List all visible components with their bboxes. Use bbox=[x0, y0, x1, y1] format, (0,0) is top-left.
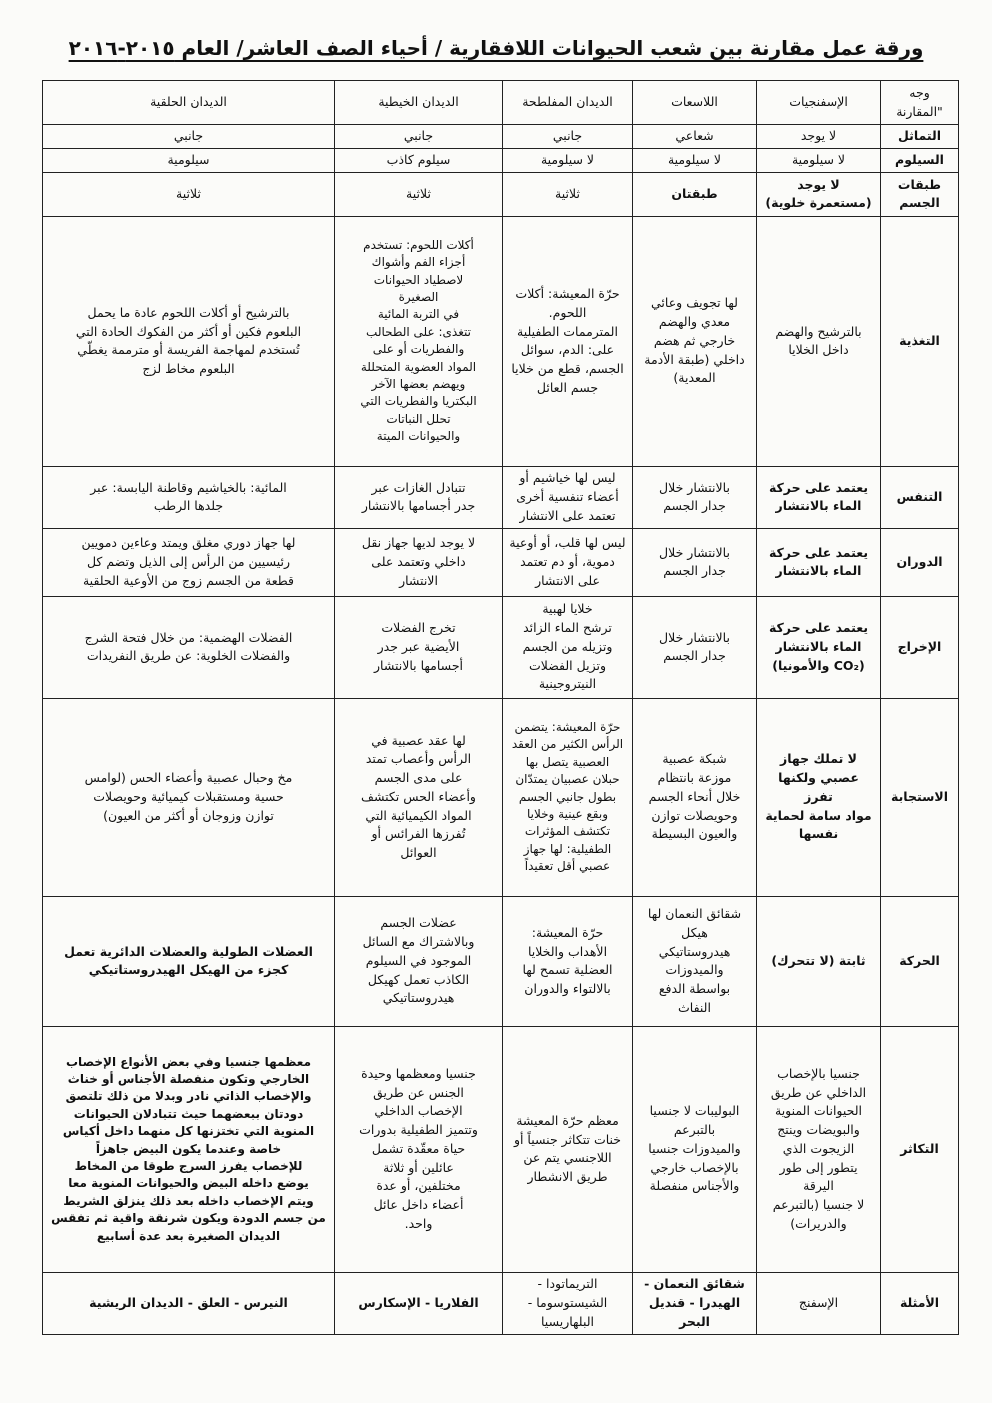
cell-respiration-flatworms: ليس لها خياشيم أو أعضاء تنفسية أخرى تعتمد على الانتشار bbox=[503, 466, 633, 528]
header-corner: وجه "المقارنة bbox=[881, 81, 959, 125]
row-layers bbox=[43, 172, 959, 216]
cell-circulation-sponges: يعتمد على حركة الماء بالانتشار bbox=[757, 528, 881, 596]
cell-feeding-annelids: بالترشيح أو أكلات اللحوم عادة ما يحمل البلعوم فكين أو أكثر من الفكوك الحادة التي تُستخدم لمهاجمة الفريسة أو مترممة يغطّي البلعوم مخاط لزج bbox=[43, 216, 335, 466]
table-header-row bbox=[43, 81, 959, 125]
cell-circulation-roundworms: لا يوجد لديها جهاز نقل داخلي وتعتمد على الانتشار bbox=[335, 528, 503, 596]
cell-excretion-annelids: الفضلات الهضمية: من خلال فتحة الشرج والفضلات الخلوية: عن طريق النفريدات bbox=[43, 596, 335, 698]
cell-circulation-flatworms: ليس لها قلب، أو أوعية دموية، أو دم تعتمد على الانتشار bbox=[503, 528, 633, 596]
cell-respiration-cnidarians: بالانتشار خلال جدار الجسم bbox=[633, 466, 757, 528]
row-label-circulation: الدوران bbox=[881, 528, 959, 596]
cell-reproduction-roundworms: جنسيا ومعظمها وحيدة الجنس عن طريق الإخصاب الداخلي وتتميز الطفيلية بدورات حياة معقّدة تشمل عائلين أو ثلاثة مختلفين، أو عدة أعضاء داخل عائل واحد. bbox=[335, 1026, 503, 1272]
cell-movement-roundworms: عضلات الجسم وبالاشتراك مع السائل الموجود في السيلوم الكاذب تعمل كهيكل هيدروستاتيكي bbox=[335, 896, 503, 1026]
row-label-movement: الحركة bbox=[881, 896, 959, 1026]
cell-response-cnidarians: شبكة عصبية موزعة بانتظام خلال أنحاء الجسم وحويصلات توازن والعيون البسيطة bbox=[633, 698, 757, 896]
cell-reproduction-flatworms: معظم حرّة المعيشة خنات تتكاثر جنسياً أو اللاجنسي يتم عن طريق الانشطار bbox=[503, 1026, 633, 1272]
cell-symmetry-sponges: لا يوجد bbox=[757, 125, 881, 149]
cell-feeding-flatworms: حرّة المعيشة: أكلات اللحوم. المترممات الطفيلية على: الدم، سوائل الجسم، قطع من خلايا جسم العائل bbox=[503, 216, 633, 466]
cell-movement-cnidarians: شقائق النعمان لها هيكل هيدروستاتيكي والميدوزات بواسطة الدفع النفاث bbox=[633, 896, 757, 1026]
cell-layers-roundworms: ثلاثية bbox=[335, 172, 503, 216]
row-reproduction bbox=[43, 1026, 959, 1272]
cell-response-flatworms: حرّة المعيشة: يتضمن الرأس الكثير من العقد العصبية يتصل بها حبلان عصبيان يمتدّان بطول جانبي الجسم وبقع عينية وخلايا تكتشف المؤثرات الطفيلية: لها جهاز عصبي أقل تعقيداً bbox=[503, 698, 633, 896]
cell-symmetry-flatworms: جانبي bbox=[503, 125, 633, 149]
cell-coelom-cnidarians: لا سيلومية bbox=[633, 149, 757, 173]
cell-layers-cnidarians: طبقتان bbox=[633, 172, 757, 216]
row-symmetry bbox=[43, 125, 959, 149]
row-label-feeding: التغذية bbox=[881, 216, 959, 466]
cell-respiration-sponges: يعتمد على حركة الماء بالانتشار bbox=[757, 466, 881, 528]
cell-circulation-annelids: لها جهاز دوري مغلق ويمتد وعاءين دمويين رئيسيين من الرأس إلى الذيل وتضم كل قطعة من الجسم زوج من الأوعية الحلقية bbox=[43, 528, 335, 596]
row-excretion bbox=[43, 596, 959, 698]
cell-layers-sponges: لا يوجد (مستعمرة خلوية) bbox=[757, 172, 881, 216]
row-respiration bbox=[43, 466, 959, 528]
cell-coelom-flatworms: لا سيلومية bbox=[503, 149, 633, 173]
cell-coelom-sponges: لا سيلومية bbox=[757, 149, 881, 173]
cell-layers-annelids: ثلاثية bbox=[43, 172, 335, 216]
row-feeding bbox=[43, 216, 959, 466]
row-label-respiration: التنفس bbox=[881, 466, 959, 528]
cell-coelom-annelids: سيلومية bbox=[43, 149, 335, 173]
header-sponges: الإسفنجيات bbox=[757, 81, 881, 125]
cell-symmetry-roundworms: جانبي bbox=[335, 125, 503, 149]
row-label-symmetry: التماثل bbox=[881, 125, 959, 149]
cell-movement-sponges: ثابتة (لا تتحرك) bbox=[757, 896, 881, 1026]
cell-response-annelids: مخ وحبال عصبية وأعضاء الحس (لوامس حسية ومستقبلات كيميائية وحويصلات توازن وزوجان أو أكثر من العيون) bbox=[43, 698, 335, 896]
cell-reproduction-annelids: معظمها جنسيا وفي بعض الأنواع الإخصاب الخارجي وتكون منفصلة الأجناس أو خناث والإخصاب الذاتي نادر وبدلا من ذلك تلتصق دودتان ببعضهما حيث تتبادلان الحيوانات المنوية التي تختزنها كل منهما داخل أكياس خاصة وعندما يكون البيض جاهزاً للإخصاب يفرز السرج طوقا من المخاط يوضع داخله البيض والحيوانات المنوية معا ويتم الإخصاب داخله بعد ذلك ينزلق الشريط من جسم الدودة ويكون شرنقة واقية ثم تفقس الديدان الصغيرة بعد عدة أسابيع bbox=[43, 1026, 335, 1272]
cell-reproduction-cnidarians: البوليبات لا جنسيا بالتبرعم والميدوزات جنسيا بالإخصاب خارجي والأجناس منفصلة bbox=[633, 1026, 757, 1272]
cell-coelom-roundworms: سيلوم كاذب bbox=[335, 149, 503, 173]
cell-examples-annelids: النيرس - العلق - الديدان الريشية bbox=[43, 1272, 335, 1334]
cell-respiration-annelids: المائية: بالخياشيم وقاطنة اليابسة: عبر جلدها الرطب bbox=[43, 466, 335, 528]
row-response bbox=[43, 698, 959, 896]
cell-response-sponges: لا تملك جهاز عصبي ولكنها تفرز مواد سامة لحماية نفسها bbox=[757, 698, 881, 896]
cell-examples-flatworms: التريماتودا - الشيستوسوما - البلهاريسيا bbox=[503, 1272, 633, 1334]
cell-symmetry-cnidarians: شعاعي bbox=[633, 125, 757, 149]
row-label-examples: الأمثلة bbox=[881, 1272, 959, 1334]
cell-examples-cnidarians: شقائق النعمان - الهيدرا - قنديل البحر bbox=[633, 1272, 757, 1334]
cell-excretion-sponges: يعتمد على حركة الماء بالانتشار (CO₂ والأمونيا) bbox=[757, 596, 881, 698]
header-annelids: الديدان الحلقية bbox=[43, 81, 335, 125]
header-cnidarians: اللاسعات bbox=[633, 81, 757, 125]
cell-circulation-cnidarians: بالانتشار خلال جدار الجسم bbox=[633, 528, 757, 596]
cell-examples-sponges: الإسفنج bbox=[757, 1272, 881, 1334]
cell-reproduction-sponges: جنسيا بالإخصاب الداخلي عن طريق الحيوانات المنوية والبويضات وينتج الزيجوت الذي يتطور إلى طور اليرقة لا جنسيا (بالتبرعم والدريرات) bbox=[757, 1026, 881, 1272]
comparison-table bbox=[42, 80, 959, 1335]
row-movement bbox=[43, 896, 959, 1026]
row-coelom bbox=[43, 149, 959, 173]
cell-symmetry-annelids: جانبي bbox=[43, 125, 335, 149]
cell-respiration-roundworms: تتبادل الغازات عبر جدر أجسامها بالانتشار bbox=[335, 466, 503, 528]
row-circulation bbox=[43, 528, 959, 596]
cell-response-roundworms: لها عقد عصبية في الرأس وأعصاب تمتد على مدى الجسم وأعضاء الحس تكتشف المواد الكيميائية التي تُفرزها الفرائس أو العوائل bbox=[335, 698, 503, 896]
row-label-response: الاستجابة bbox=[881, 698, 959, 896]
row-label-coelom: السيلوم bbox=[881, 149, 959, 173]
row-label-excretion: الإخراج bbox=[881, 596, 959, 698]
cell-layers-flatworms: ثلاثية bbox=[503, 172, 633, 216]
cell-movement-annelids: العضلات الطولية والعضلات الدائرية تعمل كجزء من الهيكل الهيدروستاتيكي bbox=[43, 896, 335, 1026]
page-title: ورقة عمل مقارنة بين شعب الحيوانات اللافقارية / أحياء الصف العاشر/ العام ٢٠١٥-٢٠١٦ bbox=[68, 36, 924, 60]
cell-movement-flatworms: حرّة المعيشة: الأهداب والخلايا العضلية تسمح لها بالالتواء والدوران bbox=[503, 896, 633, 1026]
header-flatworms: الديدان المفلطحة bbox=[503, 81, 633, 125]
cell-feeding-roundworms: أكلات اللحوم: تستخدم أجزاء الفم وأشواك لاصطياد الحيوانات الصغيرة في التربة المائية تتغذى: على الطحالب والفطريات أو على المواد العضوية المتحللة ويهضم بعضها الآخر البكتريا والفطريات التي تحلل النباتات والحيوانات الميتة bbox=[335, 216, 503, 466]
row-examples bbox=[43, 1272, 959, 1334]
row-label-reproduction: التكاثر bbox=[881, 1026, 959, 1272]
cell-feeding-cnidarians: لها تجويف وعائي معدي والهضم خارجي ثم هضم داخلي (طبقة الأدمة المعدية) bbox=[633, 216, 757, 466]
cell-excretion-flatworms: خلايا لهبية ترشح الماء الزائد وتزيله من الجسم وتزيل الفضلات النيتروجينية bbox=[503, 596, 633, 698]
header-roundworms: الديدان الخيطية bbox=[335, 81, 503, 125]
row-label-layers: طبقات الجسم bbox=[881, 172, 959, 216]
cell-feeding-sponges: بالترشيح والهضم داخل الخلايا bbox=[757, 216, 881, 466]
cell-examples-roundworms: الفلاريا - الإسكارس bbox=[335, 1272, 503, 1334]
cell-excretion-roundworms: تخرج الفضلات الأيضية عبر جدر أجسامها بالانتشار bbox=[335, 596, 503, 698]
cell-excretion-cnidarians: بالانتشار خلال جدار الجسم bbox=[633, 596, 757, 698]
